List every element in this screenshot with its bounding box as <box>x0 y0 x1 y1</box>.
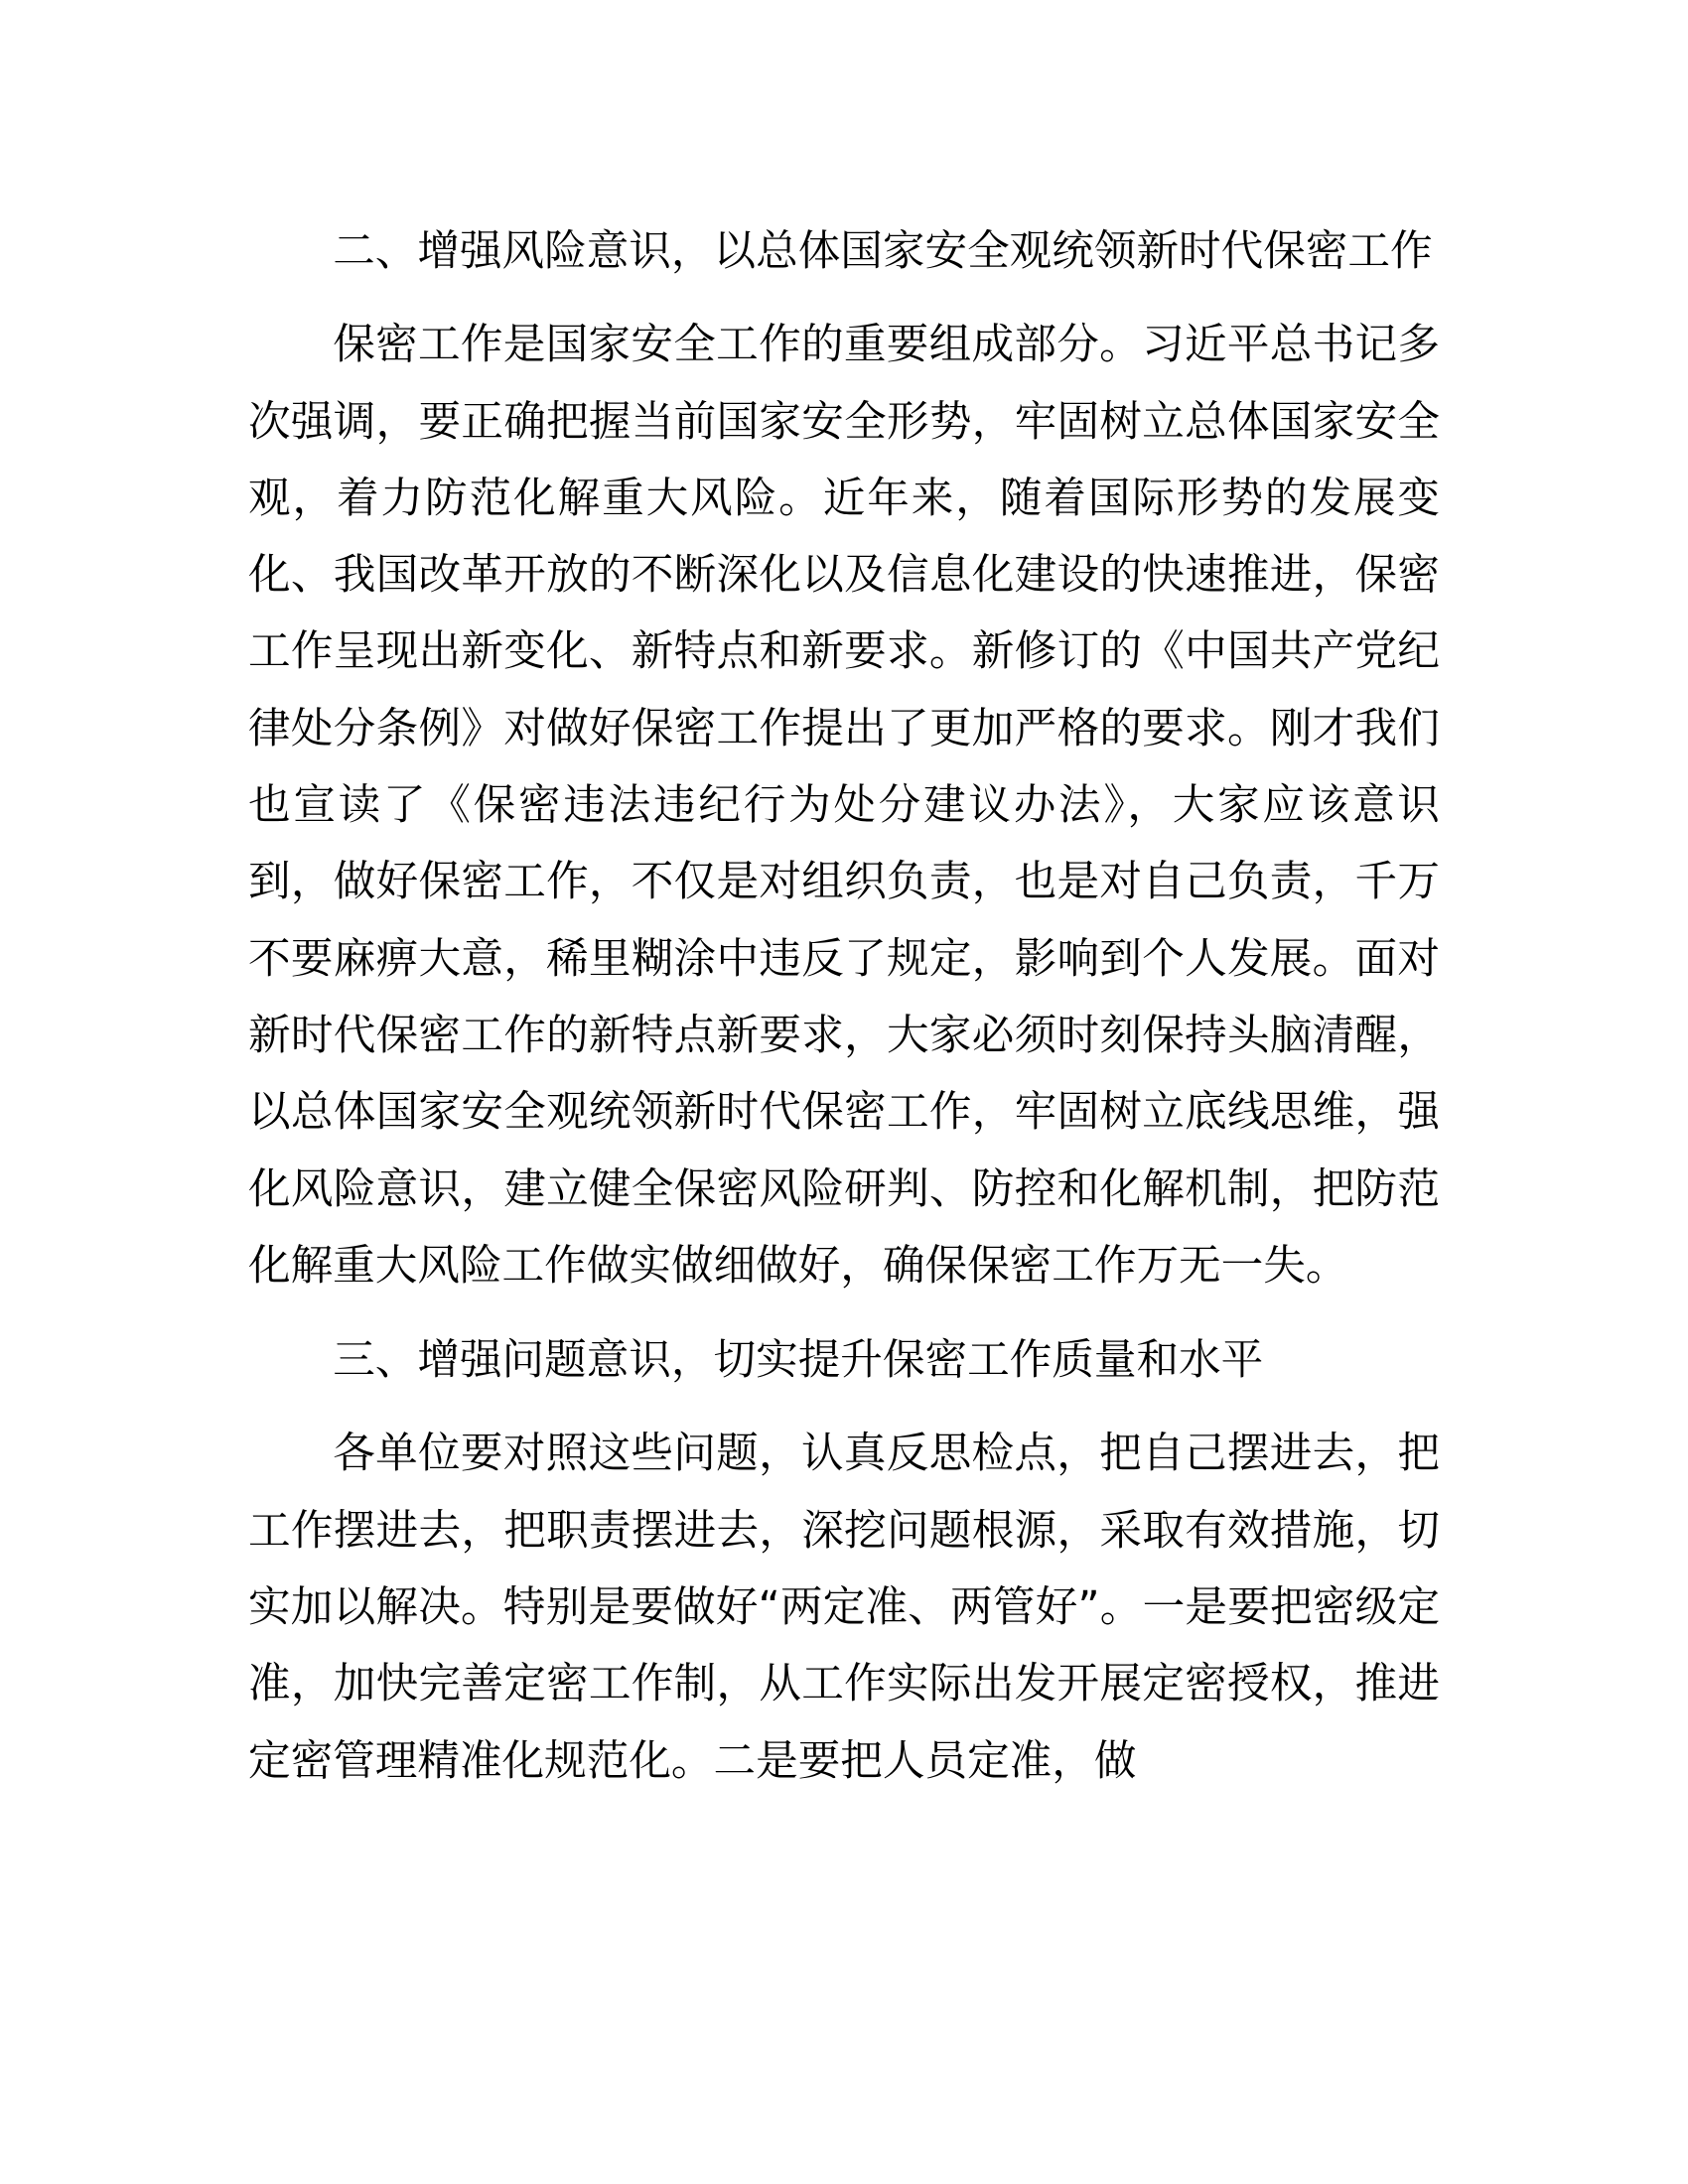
paragraph-security-work: 保密工作是国家安全工作的重要组成部分。习近平总书记多次强调，要正确把握当前国家安全形势，牢固树立总体国家安全观，着力防范化解重大风险。近年来，随着国际形势的发展变化、我国改革开放的不断深化以及信息化建设的快速推进，保密工作呈现出新变化、新特点和新要求。新修订的《中国共产党纪律处分条例》对做好保密工作提出了更加严格的要求。刚才我们也宣读了《保密违法违纪行为处分建议办法》，大家应该意识到，做好保密工作，不仅是对组织负责，也是对自己负责，千万不要麻痹大意，稀里糊涂中违反了规定，影响到个人发展。面对新时代保密工作的新特点新要求，大家必须时刻保持头脑清醒，以总体国家安全观统领新时代保密工作，牢固树立底线思维，强化风险意识，建立健全保密风险研判、防控和化解机制，把防范化解重大风险工作做实做细做好，确保保密工作万无一失。 <box>248 320 1440 1291</box>
document-page <box>248 213 1440 1818</box>
paragraph-problem-awareness: 各单位要对照这些问题，认真反思检点，把自己摆进去，把工作摆进去，把职责摆进去，深挖问题根源，采取有效措施，切实加以解决。特别是要做好“两定准、两管好”。一是要把密级定准，加快完善定密工作制，从工作实际出发开展定密授权，推进定密管理精准化规范化。二是要把人员定准，做 <box>248 1429 1440 1786</box>
section-heading-3: 三、增强问题意识，切实提升保密工作质量和水平 <box>333 1335 1264 1386</box>
section-heading-2: 二、增强风险意识，以总体国家安全观统领新时代保密工作 <box>333 226 1433 276</box>
